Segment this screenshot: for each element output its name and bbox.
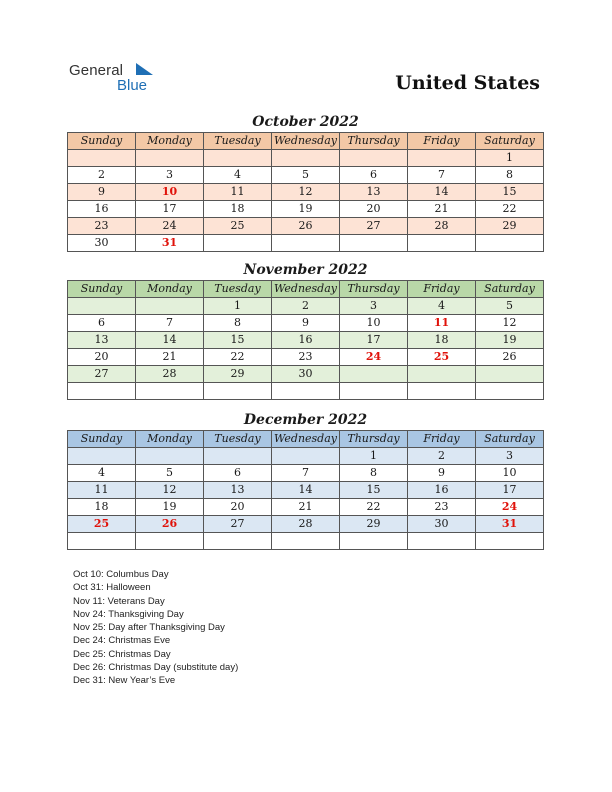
day-cell: 12 xyxy=(136,482,204,499)
day-cell: 24 xyxy=(136,218,204,235)
week-row xyxy=(68,533,544,550)
day-cell: 18 xyxy=(68,499,136,516)
holiday-item: Dec 26: Christmas Day (substitute day) xyxy=(73,662,239,674)
day-cell: 6 xyxy=(68,315,136,332)
day-cell: 4 xyxy=(68,465,136,482)
weekday-header-row xyxy=(68,281,544,298)
day-cell: 9 xyxy=(272,315,340,332)
day-cell xyxy=(204,448,272,465)
week-row xyxy=(68,383,544,400)
day-cell: 6 xyxy=(204,465,272,482)
day-cell: 20 xyxy=(68,349,136,366)
day-cell: 13 xyxy=(204,482,272,499)
weekday-header: Monday xyxy=(136,133,204,150)
day-cell xyxy=(204,150,272,167)
day-cell: 7 xyxy=(408,167,476,184)
week-row xyxy=(68,150,544,167)
day-cell xyxy=(340,150,408,167)
weekday-header: Saturday xyxy=(476,133,544,150)
country-title: United States xyxy=(395,72,540,94)
day-cell: 10 xyxy=(340,315,408,332)
weekday-header: Friday xyxy=(408,281,476,298)
weekday-header: Monday xyxy=(136,431,204,448)
day-cell: 5 xyxy=(136,465,204,482)
month-november xyxy=(67,260,544,400)
day-cell xyxy=(340,235,408,252)
weekday-header: Saturday xyxy=(476,281,544,298)
day-cell: 6 xyxy=(340,167,408,184)
day-cell: 24 xyxy=(340,349,408,366)
month-title: December 2022 xyxy=(243,412,368,428)
weekday-header: Saturday xyxy=(476,431,544,448)
holiday-item: Nov 11: Veterans Day xyxy=(73,595,165,607)
day-cell: 11 xyxy=(68,482,136,499)
day-cell: 25 xyxy=(68,516,136,533)
day-cell: 20 xyxy=(340,201,408,218)
day-cell: 11 xyxy=(408,315,476,332)
week-row xyxy=(68,516,544,533)
holiday-item: Oct 10: Columbus Day xyxy=(73,569,169,580)
day-cell: 9 xyxy=(68,184,136,201)
day-cell: 30 xyxy=(68,235,136,252)
day-cell: 20 xyxy=(204,499,272,516)
week-row xyxy=(68,298,544,315)
weekday-header: Wednesday xyxy=(272,133,340,150)
day-cell: 2 xyxy=(408,448,476,465)
week-row xyxy=(68,465,544,482)
holiday-item: Nov 25: Day after Thanksgiving Day xyxy=(73,622,225,634)
day-cell: 19 xyxy=(136,499,204,516)
day-cell: 24 xyxy=(476,499,544,516)
logo-triangle-icon xyxy=(134,62,154,76)
day-cell: 13 xyxy=(340,184,408,201)
day-cell: 25 xyxy=(408,349,476,366)
day-cell: 30 xyxy=(272,366,340,383)
day-cell xyxy=(476,383,544,400)
day-cell: 31 xyxy=(136,235,204,252)
weekday-header: Monday xyxy=(136,281,204,298)
day-cell: 1 xyxy=(476,150,544,167)
weekday-header: Sunday xyxy=(68,431,136,448)
day-cell xyxy=(68,383,136,400)
weekday-header: Thursday xyxy=(340,431,408,448)
day-cell: 11 xyxy=(204,184,272,201)
day-cell xyxy=(136,298,204,315)
day-cell xyxy=(204,533,272,550)
week-row xyxy=(68,315,544,332)
day-cell: 14 xyxy=(408,184,476,201)
weekday-header-row xyxy=(68,431,544,448)
day-cell xyxy=(68,533,136,550)
day-cell: 10 xyxy=(136,184,204,201)
day-cell: 26 xyxy=(136,516,204,533)
weekday-header: Sunday xyxy=(68,133,136,150)
calendar-table xyxy=(67,280,544,400)
day-cell: 15 xyxy=(204,332,272,349)
weekday-header: Wednesday xyxy=(272,431,340,448)
day-cell xyxy=(408,235,476,252)
holiday-item: Dec 25: Christmas Day xyxy=(73,648,171,660)
holiday-list xyxy=(73,568,238,688)
day-cell xyxy=(408,150,476,167)
day-cell: 26 xyxy=(476,349,544,366)
week-row xyxy=(68,167,544,184)
day-cell: 2 xyxy=(272,298,340,315)
weekday-header: Wednesday xyxy=(272,281,340,298)
day-cell: 4 xyxy=(408,298,476,315)
week-row xyxy=(68,201,544,218)
day-cell xyxy=(272,383,340,400)
logo-blue-text: Blue xyxy=(117,77,148,94)
day-cell: 17 xyxy=(136,201,204,218)
day-cell: 27 xyxy=(204,516,272,533)
day-cell: 10 xyxy=(476,465,544,482)
calendar-table xyxy=(67,132,544,252)
weekday-header: Thursday xyxy=(340,281,408,298)
day-cell xyxy=(136,448,204,465)
day-cell: 5 xyxy=(272,167,340,184)
day-cell: 4 xyxy=(204,167,272,184)
holiday-item: Dec 31: New Year’s Eve xyxy=(73,675,176,687)
day-cell: 8 xyxy=(204,315,272,332)
week-row xyxy=(68,448,544,465)
week-row xyxy=(68,218,544,235)
day-cell xyxy=(408,366,476,383)
day-cell: 19 xyxy=(476,332,544,349)
day-cell xyxy=(272,150,340,167)
day-cell: 30 xyxy=(408,516,476,533)
week-row xyxy=(68,235,544,252)
day-cell: 21 xyxy=(272,499,340,516)
day-cell xyxy=(340,366,408,383)
day-cell: 3 xyxy=(136,167,204,184)
day-cell xyxy=(476,533,544,550)
week-row xyxy=(68,184,544,201)
day-cell: 17 xyxy=(340,332,408,349)
holiday-item: Dec 24: Christmas Eve xyxy=(73,635,171,647)
month-december xyxy=(67,410,544,550)
day-cell xyxy=(272,448,340,465)
day-cell: 16 xyxy=(68,201,136,218)
day-cell: 15 xyxy=(476,184,544,201)
day-cell: 9 xyxy=(408,465,476,482)
day-cell xyxy=(272,533,340,550)
day-cell: 28 xyxy=(408,218,476,235)
weekday-header-row xyxy=(68,133,544,150)
day-cell xyxy=(408,533,476,550)
week-row xyxy=(68,332,544,349)
holiday-item: Nov 24: Thanksgiving Day xyxy=(73,608,184,620)
day-cell xyxy=(68,298,136,315)
week-row xyxy=(68,499,544,516)
logo-general-text: General xyxy=(69,62,124,79)
day-cell xyxy=(68,448,136,465)
day-cell: 29 xyxy=(340,516,408,533)
day-cell: 19 xyxy=(272,201,340,218)
day-cell xyxy=(136,533,204,550)
day-cell: 7 xyxy=(136,315,204,332)
day-cell: 25 xyxy=(204,218,272,235)
day-cell: 23 xyxy=(68,218,136,235)
day-cell: 23 xyxy=(408,499,476,516)
day-cell: 28 xyxy=(272,516,340,533)
day-cell: 28 xyxy=(136,366,204,383)
day-cell: 16 xyxy=(408,482,476,499)
weekday-header: Thursday xyxy=(340,133,408,150)
day-cell xyxy=(476,366,544,383)
holiday-item: Oct 31: Halloween xyxy=(73,582,151,594)
day-cell: 1 xyxy=(340,448,408,465)
day-cell xyxy=(204,235,272,252)
day-cell: 7 xyxy=(272,465,340,482)
day-cell: 18 xyxy=(408,332,476,349)
logo xyxy=(69,62,169,96)
day-cell xyxy=(408,383,476,400)
weekday-header: Sunday xyxy=(68,281,136,298)
day-cell: 23 xyxy=(272,349,340,366)
day-cell xyxy=(204,383,272,400)
day-cell: 29 xyxy=(204,366,272,383)
day-cell: 22 xyxy=(476,201,544,218)
day-cell: 22 xyxy=(204,349,272,366)
day-cell xyxy=(136,150,204,167)
day-cell xyxy=(340,383,408,400)
day-cell: 8 xyxy=(340,465,408,482)
month-october xyxy=(67,112,544,252)
day-cell: 3 xyxy=(476,448,544,465)
day-cell: 31 xyxy=(476,516,544,533)
day-cell: 12 xyxy=(476,315,544,332)
weekday-header: Tuesday xyxy=(204,431,272,448)
day-cell: 16 xyxy=(272,332,340,349)
day-cell: 27 xyxy=(68,366,136,383)
day-cell: 15 xyxy=(340,482,408,499)
weekday-header: Tuesday xyxy=(204,133,272,150)
day-cell: 17 xyxy=(476,482,544,499)
week-row xyxy=(68,366,544,383)
day-cell xyxy=(340,533,408,550)
day-cell xyxy=(272,235,340,252)
day-cell: 22 xyxy=(340,499,408,516)
day-cell: 12 xyxy=(272,184,340,201)
day-cell: 5 xyxy=(476,298,544,315)
day-cell: 13 xyxy=(68,332,136,349)
month-title: November 2022 xyxy=(243,262,368,278)
weekday-header: Friday xyxy=(408,133,476,150)
day-cell: 21 xyxy=(136,349,204,366)
day-cell: 27 xyxy=(340,218,408,235)
month-title: October 2022 xyxy=(252,114,359,130)
day-cell: 26 xyxy=(272,218,340,235)
day-cell xyxy=(136,383,204,400)
day-cell: 14 xyxy=(272,482,340,499)
day-cell: 14 xyxy=(136,332,204,349)
week-row xyxy=(68,482,544,499)
day-cell xyxy=(68,150,136,167)
day-cell: 18 xyxy=(204,201,272,218)
day-cell xyxy=(476,235,544,252)
weekday-header: Tuesday xyxy=(204,281,272,298)
day-cell: 8 xyxy=(476,167,544,184)
day-cell: 3 xyxy=(340,298,408,315)
day-cell: 1 xyxy=(204,298,272,315)
calendar-table xyxy=(67,430,544,550)
weekday-header: Friday xyxy=(408,431,476,448)
day-cell: 29 xyxy=(476,218,544,235)
week-row xyxy=(68,349,544,366)
day-cell: 2 xyxy=(68,167,136,184)
day-cell: 21 xyxy=(408,201,476,218)
